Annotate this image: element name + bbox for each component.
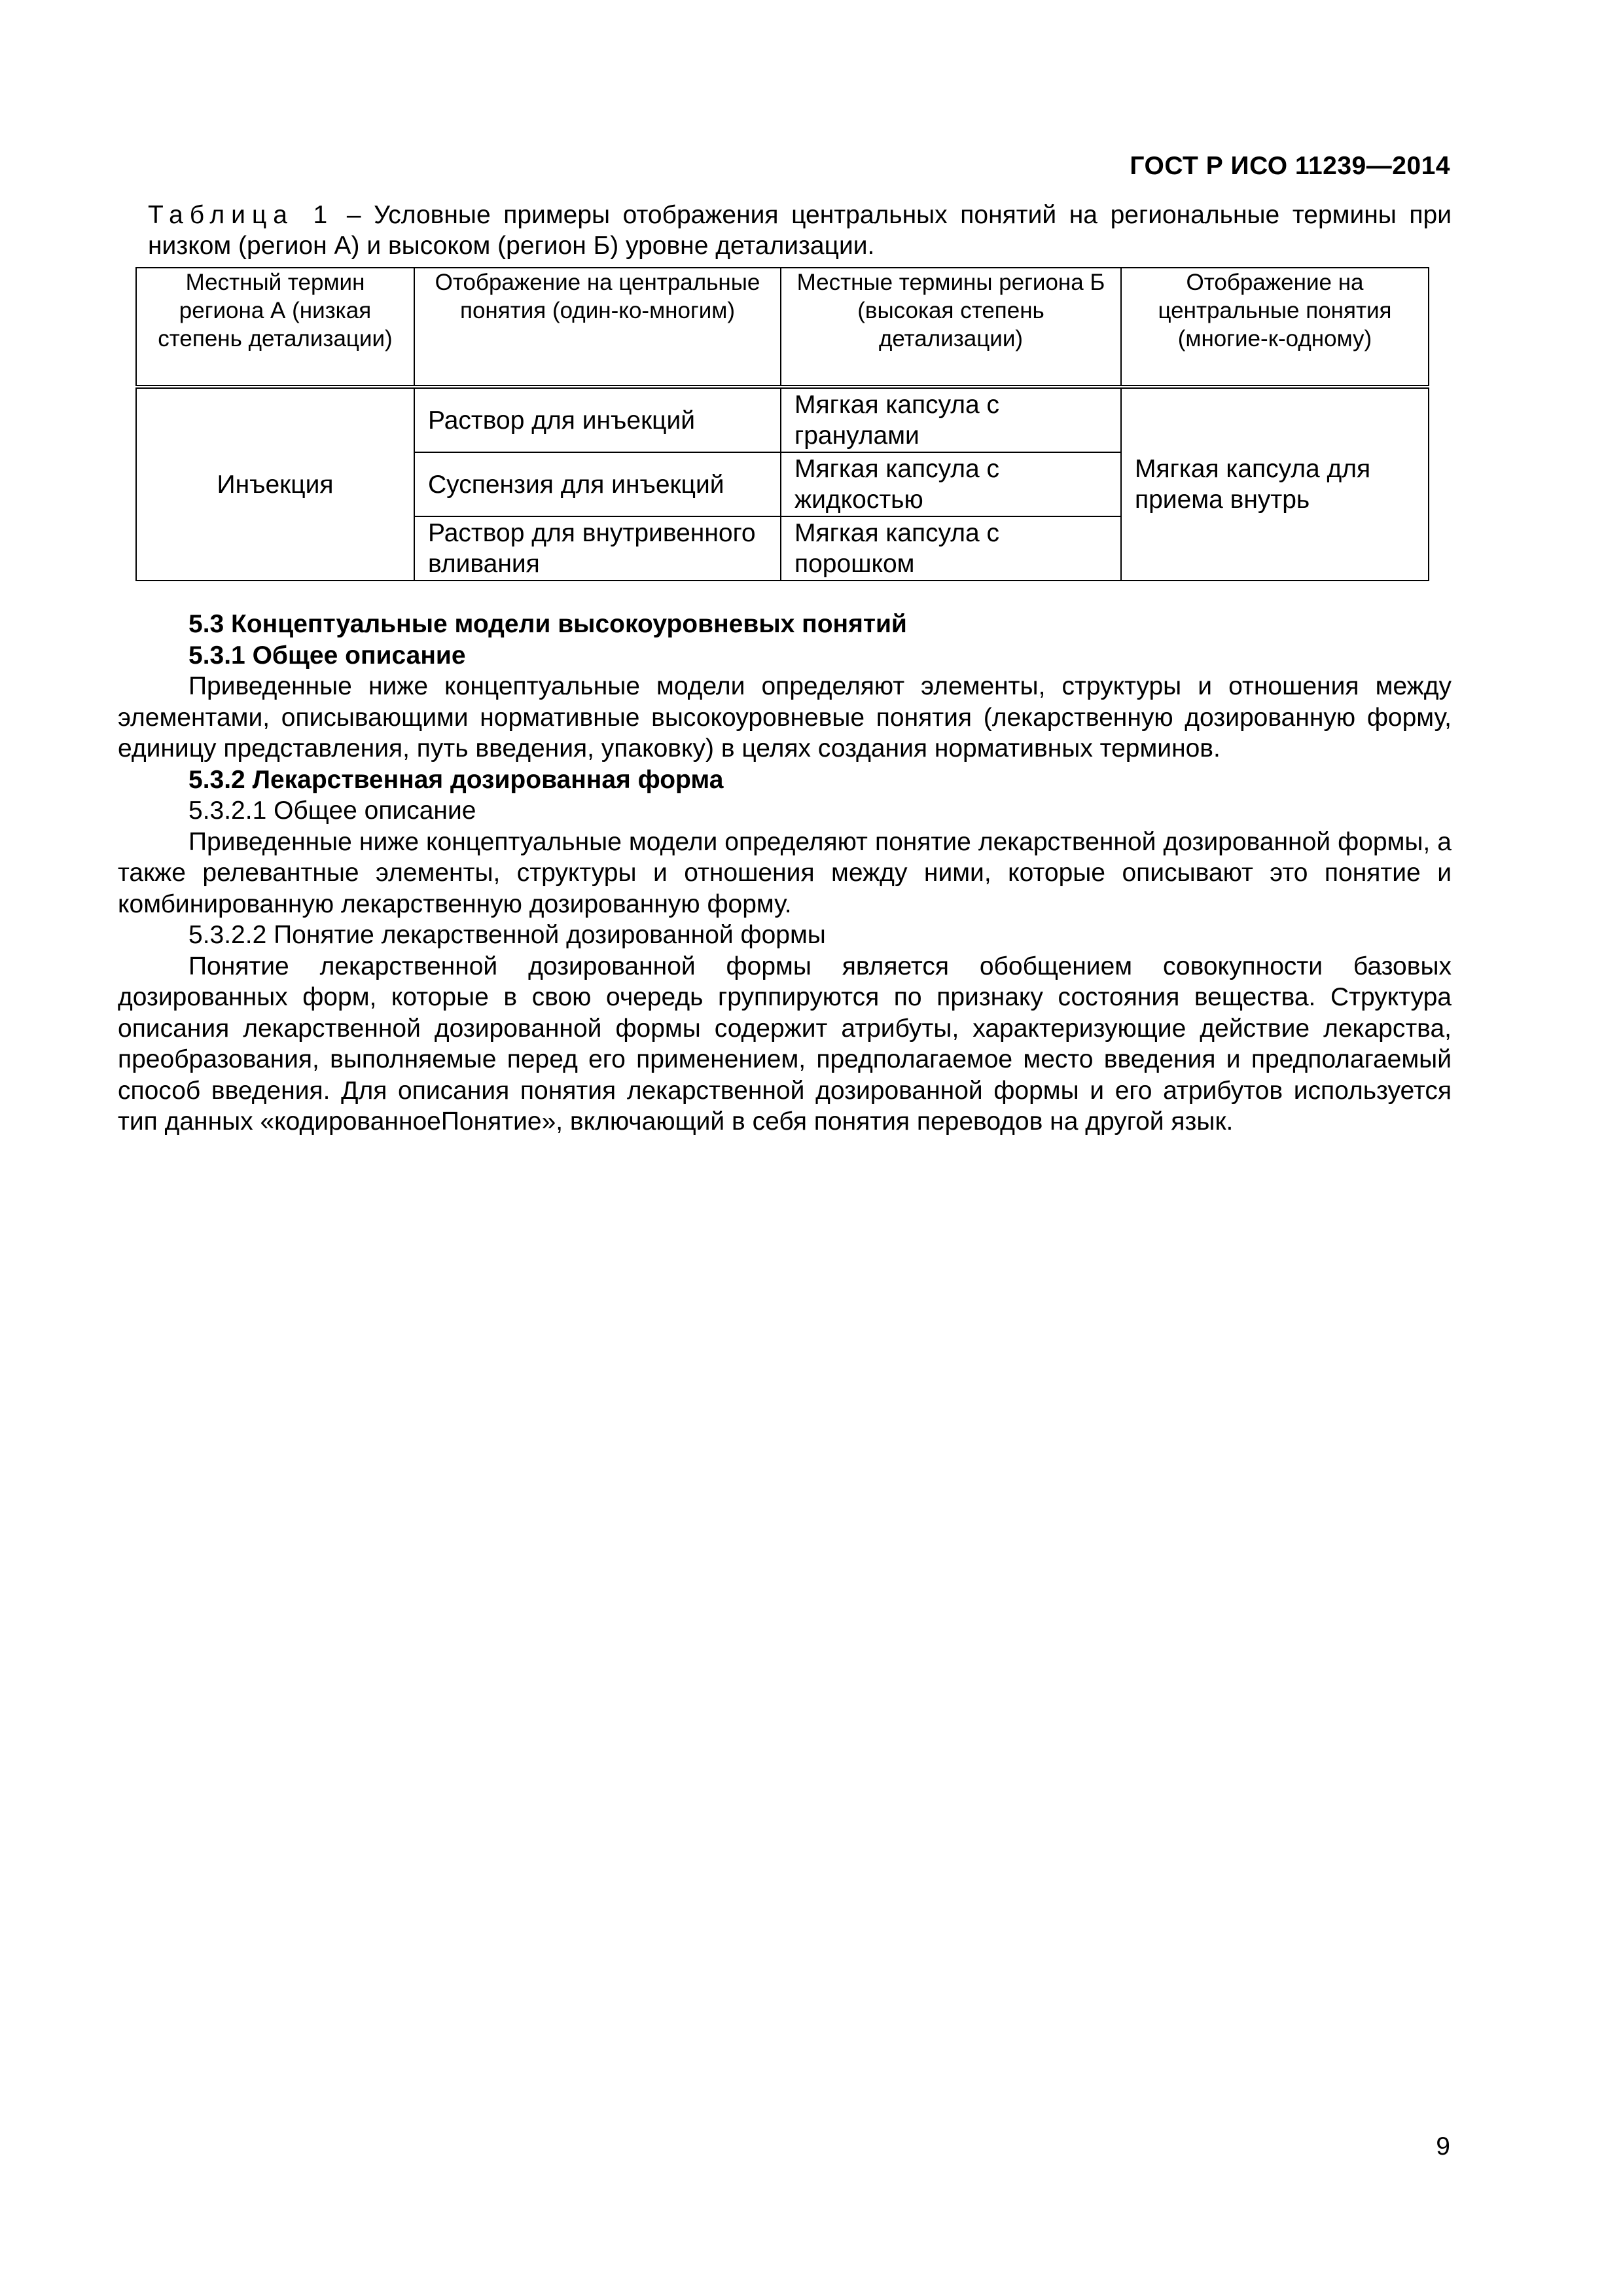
section-heading: 5.3.1 Общее описание — [188, 641, 466, 670]
column-header: Местные термины региона Б (высокая степень детализации) — [781, 268, 1121, 387]
table-caption-text: – Условные примеры отображения центральных понятий на региональные термины при низком (регион А) и высоком (регион Б) уровне детализации. — [148, 201, 1452, 260]
subsection-heading: 5.3.2.1 Общее описание — [188, 797, 476, 825]
body-paragraph: Приведенные ниже концептуальные модели определяют понятие лекарственной дозированной формы, а также релевантные элементы, структуры и отношения между ними, которые описывают это понятие и комбинированную лекарственную дозированную форму. — [118, 827, 1452, 918]
region-b-term-cell: Мягкая капсула с жидкостью — [781, 452, 1121, 516]
page-number: 9 — [1436, 2132, 1450, 2161]
central-many-to-one-cell: Мягкая капсула для приема внутрь — [1121, 387, 1429, 581]
column-header: Местный термин региона А (низкая степень детализации) — [136, 268, 414, 387]
table-row — [136, 387, 1429, 452]
region-a-term-cell: Инъекция — [136, 387, 414, 581]
section-heading: 5.3 Концептуальные модели высокоуровневых понятий — [188, 610, 907, 638]
central-concept-cell: Суспензия для инъекций — [414, 452, 781, 516]
table-caption-label: Таблица 1 — [148, 201, 334, 229]
document-code: ГОСТ Р ИСО 11239—2014 — [1130, 152, 1450, 180]
central-concept-cell: Раствор для инъекций — [414, 387, 781, 452]
section-heading: 5.3.2 Лекарственная дозированная форма — [188, 765, 724, 794]
region-b-term-cell: Мягкая капсула с гранулами — [781, 387, 1121, 452]
document-body — [118, 609, 1452, 1138]
body-paragraph: Понятие лекарственной дозированной формы является обобщением совокупности базовых дозированных форм, которые в свою очередь группируются по признаку состояния вещества. Структура описания лекарственной дозированной формы содержит атрибуты, характеризующие действие лекарства, преобразования, выполняемые перед его применением, предполагаемое место введения и предполагаемый способ введения. Для описания понятия лекарственной дозированной формы и его атрибутов используется тип данных «кодированноеПонятие», включающий в себя понятия переводов на другой язык. — [118, 952, 1452, 1136]
body-paragraph: Приведенные ниже концептуальные модели определяют элементы, структуры и отношения между элементами, описывающими нормативные высокоуровневые понятия (лекарственную дозированную форму, единицу представления, путь введения, упаковку) в целях создания нормативных терминов. — [118, 672, 1452, 762]
column-header: Отображение на центральные понятия (один-ко-многим) — [414, 268, 781, 387]
terms-mapping-table — [135, 267, 1429, 581]
subsection-heading: 5.3.2.2 Понятие лекарственной дозированной формы — [188, 921, 826, 949]
central-concept-cell: Раствор для внутривенного вливания — [414, 516, 781, 581]
region-b-term-cell: Мягкая капсула с порошком — [781, 516, 1121, 581]
table-header-row — [136, 268, 1429, 387]
table-caption — [148, 200, 1452, 261]
column-header: Отображение на центральные понятия (многие-к-одному) — [1121, 268, 1429, 387]
